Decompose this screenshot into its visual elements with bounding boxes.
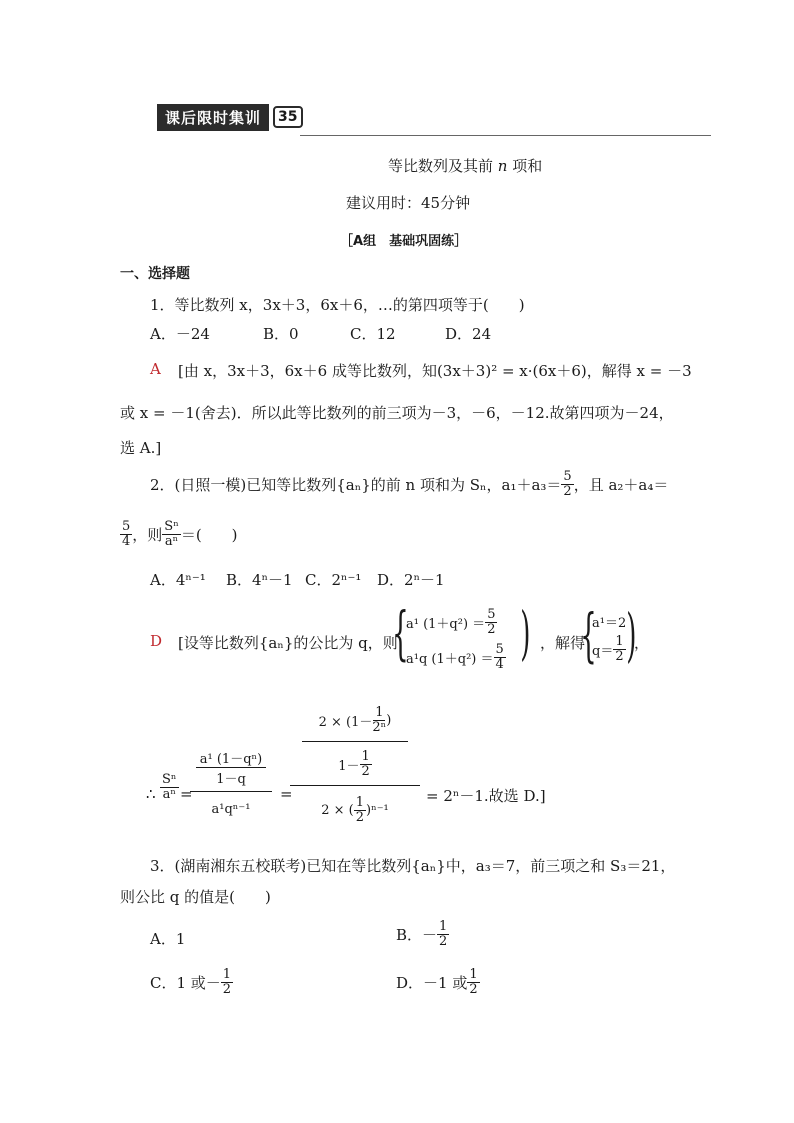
q3-option-b: B．－ $\frac{1}{2}$ <box>396 919 448 949</box>
q2-line2-end: ＝( ) <box>180 526 238 544</box>
q2-stem <box>150 470 668 499</box>
q3-option-a: A．1 <box>150 930 186 948</box>
q1-solution-line3: 选 A.] <box>120 439 162 457</box>
q2-solution-text: [设等比数列{aₙ}的公比为 q，则 <box>178 634 398 652</box>
q2-solution-text-b: ，解得 <box>540 634 586 652</box>
q2-stem-fraction: $\frac{5}{2}$ <box>563 469 572 499</box>
equals-2: = <box>280 785 293 803</box>
q2-solution-text-c: ， <box>634 634 650 652</box>
q1-option-d: D．24 <box>445 325 492 343</box>
q2-stem-text-b: ，且 a₂＋a₄＝ <box>573 476 669 494</box>
equals-1: = <box>180 785 193 803</box>
banner-title: 课后限时集训 <box>157 104 269 131</box>
q2-option-a: A．4ⁿ⁻¹ <box>150 571 206 589</box>
q2-answer: D <box>150 632 163 650</box>
q1-stem: 1．等比数列 x，3x＋3，6x＋6，…的第四项等于( ) <box>150 296 525 314</box>
q1-option-a: A．－24 <box>150 325 210 343</box>
q2-line2-fraction: $\frac{5}{4}$ <box>122 519 131 549</box>
title-text-end: 项和 <box>512 157 543 175</box>
q3-option-d: D．－1 或 $\frac{1}{2}$ <box>396 967 478 997</box>
page-title <box>388 155 542 176</box>
title-var: n <box>497 157 508 175</box>
q3-stem-line2: 则公比 q 的值是( ) <box>120 888 271 906</box>
suggested-time: 建议用时：45分钟 <box>346 194 471 212</box>
q2-option-d: D．2ⁿ－1 <box>377 571 445 589</box>
q1-solution-line2: 或 x = －1(舍去)．所以此等比数列的前三项为－3，－6，－12.故第四项为－24， <box>120 404 674 422</box>
q3-option-c: C．1 或－ $\frac{1}{2}$ <box>150 967 232 997</box>
section-title: 一、选择题 <box>120 266 190 282</box>
q2-stem-text: 2．(日照一模)已知等比数列{aₙ}的前 n 项和为 Sₙ，a₁＋a₃＝ <box>150 476 562 494</box>
q2-option-b: B．4ⁿ－1 <box>226 571 293 589</box>
banner-number: 35 <box>273 106 302 128</box>
q2-line2-text: ，则 <box>132 526 163 544</box>
banner-rule <box>300 135 711 136</box>
q2-option-c: C．2ⁿ⁻¹ <box>305 571 362 589</box>
q1-solution-line1: [由 x，3x＋3，6x＋6 成等比数列，知(3x＋3)² = x·(6x＋6)，解得 x = －3 <box>178 362 692 380</box>
q2-stem-line2 <box>120 520 238 549</box>
q3-stem-line1: 3．(湖南湘东五校联考)已知在等比数列{aₙ}中，a₃＝7，前三项之和 S₃＝21， <box>150 857 676 875</box>
q1-option-b: B．0 <box>263 325 299 343</box>
formula-frac1: $\frac{\text{Sⁿ}}{\text{aⁿ}}$ <box>162 772 177 802</box>
therefore-sign: ∴ <box>146 785 156 803</box>
q2-solution-end: = 2ⁿ－1.故选 D.] <box>426 787 546 805</box>
title-text: 等比数列及其前 <box>388 157 494 175</box>
formula-frac3: 2 × (1－ $\frac{1}{\text{2ⁿ}}$ ) 1－ $\frac{1}{2}$ 2 × ( $\frac{1}{2}$ )ⁿ⁻¹ <box>290 706 420 825</box>
q2-line2-fraction2: $\frac{\text{Sⁿ}}{\text{aⁿ}}$ <box>164 519 179 549</box>
q1-option-c: C．12 <box>350 325 396 343</box>
group-label: ［A组 基础巩固练］ <box>340 234 468 249</box>
group-label-text: A组 基础巩固练 <box>353 234 455 249</box>
banner <box>157 103 303 131</box>
q1-answer: A <box>150 360 161 378</box>
q2-system1: { a¹ (1＋q²) ＝ $\frac{5}{2}$ a¹q (1＋q²) ＝ $\frac{5}{4}$ ) <box>392 599 531 672</box>
q2-system2: { a¹＝2 q＝ $\frac{1}{2}$ ) <box>580 601 637 669</box>
formula-frac2: $\frac{\text{a¹ (1－qⁿ)}}{1-q}$ a¹qⁿ⁻¹ <box>190 748 272 817</box>
